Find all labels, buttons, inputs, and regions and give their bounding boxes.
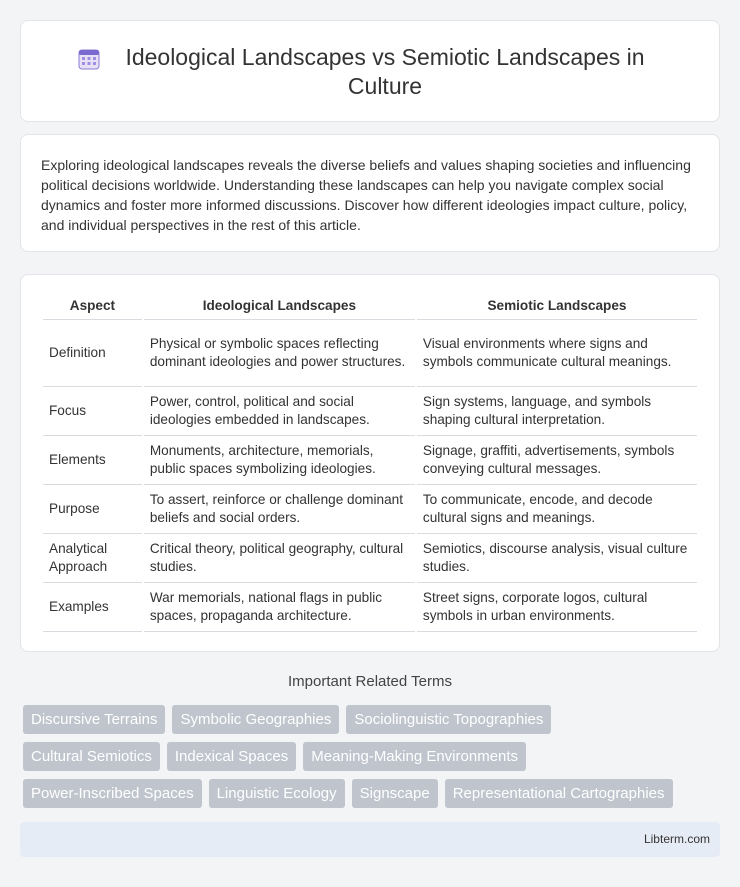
cell-aspect: Examples bbox=[43, 583, 142, 632]
tag-row bbox=[23, 705, 723, 734]
tag-row bbox=[23, 742, 723, 771]
tag-indexical-spaces[interactable]: Indexical Spaces bbox=[167, 742, 296, 771]
tag-symbolic-geographies[interactable]: Symbolic Geographies bbox=[172, 705, 339, 734]
cell-ideological: Power, control, political and social ideologies embedded in landscapes. bbox=[144, 387, 415, 436]
cell-semiotic: Sign systems, language, and symbols shaping cultural interpretation. bbox=[417, 387, 697, 436]
tag-row bbox=[23, 779, 723, 808]
cell-ideological: Critical theory, political geography, cultural studies. bbox=[144, 534, 415, 583]
cell-aspect: Analytical Approach bbox=[43, 534, 142, 583]
cell-aspect: Definition bbox=[43, 320, 142, 387]
footer bbox=[20, 822, 720, 857]
header-ideological: Ideological Landscapes bbox=[144, 295, 415, 320]
tag-linguistic-ecology[interactable]: Linguistic Ecology bbox=[209, 779, 345, 808]
comparison-card bbox=[20, 274, 720, 652]
table-header-row bbox=[43, 295, 697, 320]
intro-card bbox=[20, 134, 720, 252]
table-row bbox=[43, 320, 697, 387]
cell-ideological: To assert, reinforce or challenge dominant beliefs and social orders. bbox=[144, 485, 415, 534]
table-row bbox=[43, 534, 697, 583]
cell-semiotic: To communicate, encode, and decode cultural signs and meanings. bbox=[417, 485, 697, 534]
footer-site-link[interactable]: Libterm.com bbox=[643, 832, 710, 846]
cell-semiotic: Street signs, corporate logos, cultural symbols in urban environments. bbox=[417, 583, 697, 632]
tag-meaning-making-environments[interactable]: Meaning-Making Environments bbox=[303, 742, 526, 771]
intro-paragraph: Exploring ideological landscapes reveals the diverse beliefs and values shaping societies and influencing political decisions worldwide. Understanding these landscapes can help you navigate complex social dynamics and foster more informed discussions. Discover how different ideologies impact culture, policy, and individual perspectives in the rest of this article. bbox=[41, 157, 691, 233]
tag-power-inscribed-spaces[interactable]: Power-Inscribed Spaces bbox=[23, 779, 202, 808]
cell-ideological: Physical or symbolic spaces reflecting dominant ideologies and power structures. bbox=[144, 320, 415, 387]
tag-cultural-semiotics[interactable]: Cultural Semiotics bbox=[23, 742, 160, 771]
related-terms-list bbox=[23, 705, 723, 816]
cell-semiotic: Semiotics, discourse analysis, visual culture studies. bbox=[417, 534, 697, 583]
title-card bbox=[20, 20, 720, 122]
tag-discursive-terrains[interactable]: Discursive Terrains bbox=[23, 705, 165, 734]
cell-ideological: War memorials, national flags in public spaces, propaganda architecture. bbox=[144, 583, 415, 632]
header-aspect: Aspect bbox=[43, 295, 142, 320]
cell-aspect: Elements bbox=[43, 436, 142, 485]
cell-aspect: Focus bbox=[43, 387, 142, 436]
header-semiotic: Semiotic Landscapes bbox=[417, 295, 697, 320]
table-row bbox=[43, 485, 697, 534]
table-row bbox=[43, 436, 697, 485]
cell-ideological: Monuments, architecture, memorials, public spaces symbolizing ideologies. bbox=[144, 436, 415, 485]
related-terms-heading: Important Related Terms bbox=[288, 673, 452, 690]
tag-sociolinguistic-topographies[interactable]: Sociolinguistic Topographies bbox=[346, 705, 551, 734]
cell-semiotic: Visual environments where signs and symbols communicate cultural meanings. bbox=[417, 320, 697, 387]
comparison-table bbox=[41, 295, 699, 632]
table-row bbox=[43, 387, 697, 436]
tag-representational-cartographies[interactable]: Representational Cartographies bbox=[445, 779, 673, 808]
table-row bbox=[43, 583, 697, 632]
tag-signscape[interactable]: Signscape bbox=[352, 779, 438, 808]
cell-aspect: Purpose bbox=[43, 485, 142, 534]
page-title: Ideological Landscapes vs Semiotic Landscapes in Culture bbox=[125, 44, 645, 99]
cell-semiotic: Signage, graffiti, advertisements, symbols conveying cultural messages. bbox=[417, 436, 697, 485]
